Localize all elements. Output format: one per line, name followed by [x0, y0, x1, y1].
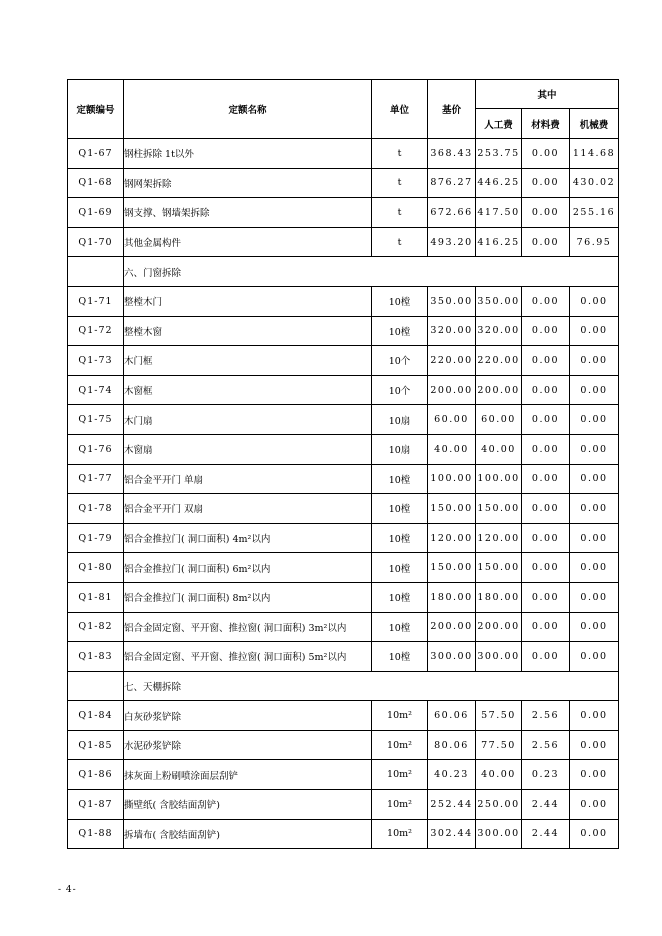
row-name: 铝合金推拉门( 洞口面积) 4m²以内 — [124, 523, 372, 553]
row-labor: 120.00 — [476, 523, 522, 553]
row-material: 0.00 — [522, 642, 570, 672]
table-body — [68, 139, 619, 849]
table-row — [68, 642, 619, 672]
row-code: Q1-75 — [68, 405, 124, 435]
row-code: Q1-71 — [68, 286, 124, 316]
row-base: 100.00 — [428, 464, 476, 494]
table-row — [68, 790, 619, 820]
row-code: Q1-76 — [68, 434, 124, 464]
row-labor: 180.00 — [476, 582, 522, 612]
row-material: 0.00 — [522, 523, 570, 553]
row-machine: 0.00 — [570, 730, 619, 760]
row-unit: 10樘 — [372, 553, 428, 583]
header-base: 基价 — [428, 80, 476, 139]
row-machine: 0.00 — [570, 494, 619, 524]
row-machine: 0.00 — [570, 612, 619, 642]
row-code: Q1-87 — [68, 790, 124, 820]
row-labor: 446.25 — [476, 168, 522, 198]
row-unit: 10扇 — [372, 434, 428, 464]
row-labor: 250.00 — [476, 790, 522, 820]
row-name: 抹灰面上粉刷喷涂面层刮铲 — [124, 760, 372, 790]
row-base: 40.00 — [428, 434, 476, 464]
row-unit: 10樘 — [372, 316, 428, 346]
row-code: Q1-79 — [68, 523, 124, 553]
quota-table — [67, 79, 619, 849]
row-material: 0.00 — [522, 494, 570, 524]
row-unit: 10个 — [372, 346, 428, 376]
row-code: Q1-74 — [68, 375, 124, 405]
row-machine: 0.00 — [570, 553, 619, 583]
row-name: 整樘木门 — [124, 286, 372, 316]
row-machine: 0.00 — [570, 405, 619, 435]
table-row — [68, 494, 619, 524]
row-name: 铝合金平开门 单扇 — [124, 464, 372, 494]
table-row — [68, 760, 619, 790]
row-machine: 0.00 — [570, 701, 619, 731]
row-name: 铝合金固定窗、平开窗、推拉窗( 洞口面积) 3m²以内 — [124, 612, 372, 642]
row-labor: 57.50 — [476, 701, 522, 731]
row-material: 2.44 — [522, 790, 570, 820]
row-unit: 10樘 — [372, 582, 428, 612]
table-row — [68, 701, 619, 731]
row-name: 铝合金固定窗、平开窗、推拉窗( 洞口面积) 5m²以内 — [124, 642, 372, 672]
row-unit: 10樘 — [372, 612, 428, 642]
table-row — [68, 346, 619, 376]
row-unit: 10樘 — [372, 523, 428, 553]
row-machine: 0.00 — [570, 434, 619, 464]
row-material: 0.00 — [522, 434, 570, 464]
row-unit: 10个 — [372, 375, 428, 405]
row-code: Q1-80 — [68, 553, 124, 583]
row-unit: 10m² — [372, 730, 428, 760]
row-base: 252.44 — [428, 790, 476, 820]
row-unit: 10m² — [372, 701, 428, 731]
row-code: Q1-72 — [68, 316, 124, 346]
row-material: 2.44 — [522, 819, 570, 849]
row-material: 0.00 — [522, 405, 570, 435]
row-labor: 253.75 — [476, 139, 522, 169]
row-labor: 320.00 — [476, 316, 522, 346]
section-row — [68, 671, 619, 701]
row-machine: 0.00 — [570, 760, 619, 790]
row-base: 302.44 — [428, 819, 476, 849]
table-row — [68, 316, 619, 346]
row-base: 493.20 — [428, 227, 476, 257]
header-labor: 人工费 — [476, 109, 522, 139]
row-labor: 150.00 — [476, 553, 522, 583]
table-row — [68, 139, 619, 169]
row-base: 200.00 — [428, 375, 476, 405]
section-code-empty — [68, 257, 124, 287]
row-base: 876.27 — [428, 168, 476, 198]
section-row — [68, 257, 619, 287]
row-machine: 0.00 — [570, 286, 619, 316]
table-row — [68, 523, 619, 553]
row-name: 钢网架拆除 — [124, 168, 372, 198]
table-header — [68, 80, 619, 139]
row-code: Q1-78 — [68, 494, 124, 524]
row-unit: 10樘 — [372, 642, 428, 672]
table-row — [68, 819, 619, 849]
row-labor: 416.25 — [476, 227, 522, 257]
row-code: Q1-70 — [68, 227, 124, 257]
row-unit: 10m² — [372, 790, 428, 820]
row-name: 其他金属构件 — [124, 227, 372, 257]
row-unit: 10m² — [372, 760, 428, 790]
row-material: 0.00 — [522, 375, 570, 405]
row-material: 0.00 — [522, 286, 570, 316]
table-row — [68, 553, 619, 583]
table-row — [68, 582, 619, 612]
table-row — [68, 434, 619, 464]
row-base: 672.66 — [428, 198, 476, 228]
row-base: 350.00 — [428, 286, 476, 316]
row-name: 拆墙布( 含胶结面刮铲) — [124, 819, 372, 849]
header-machine: 机械费 — [570, 109, 619, 139]
row-machine: 114.68 — [570, 139, 619, 169]
row-code: Q1-83 — [68, 642, 124, 672]
header-material: 材料费 — [522, 109, 570, 139]
row-unit: t — [372, 227, 428, 257]
row-base: 120.00 — [428, 523, 476, 553]
row-unit: 10m² — [372, 819, 428, 849]
section-title: 六、门窗拆除 — [124, 257, 619, 287]
row-material: 0.00 — [522, 198, 570, 228]
row-machine: 76.95 — [570, 227, 619, 257]
table-row — [68, 405, 619, 435]
row-labor: 200.00 — [476, 375, 522, 405]
row-name: 木门扇 — [124, 405, 372, 435]
row-material: 0.00 — [522, 582, 570, 612]
row-labor: 300.00 — [476, 642, 522, 672]
table-row — [68, 612, 619, 642]
row-code: Q1-67 — [68, 139, 124, 169]
row-unit: 10扇 — [372, 405, 428, 435]
header-code: 定额编号 — [68, 80, 124, 139]
row-name: 铝合金推拉门( 洞口面积) 8m²以内 — [124, 582, 372, 612]
row-unit: 10樘 — [372, 464, 428, 494]
row-machine: 255.16 — [570, 198, 619, 228]
row-name: 木门框 — [124, 346, 372, 376]
row-name: 铝合金推拉门( 洞口面积) 6m²以内 — [124, 553, 372, 583]
row-base: 300.00 — [428, 642, 476, 672]
table-row — [68, 198, 619, 228]
row-material: 0.23 — [522, 760, 570, 790]
row-labor: 200.00 — [476, 612, 522, 642]
row-labor: 417.50 — [476, 198, 522, 228]
row-labor: 60.00 — [476, 405, 522, 435]
row-unit: t — [372, 139, 428, 169]
row-machine: 430.02 — [570, 168, 619, 198]
row-unit: 10樘 — [372, 494, 428, 524]
row-labor: 77.50 — [476, 730, 522, 760]
row-unit: t — [372, 168, 428, 198]
row-material: 0.00 — [522, 168, 570, 198]
header-group: 其中 — [476, 80, 619, 109]
row-machine: 0.00 — [570, 582, 619, 612]
section-code-empty — [68, 671, 124, 701]
header-name: 定额名称 — [124, 80, 372, 139]
row-material: 0.00 — [522, 346, 570, 376]
row-base: 220.00 — [428, 346, 476, 376]
row-machine: 0.00 — [570, 464, 619, 494]
row-material: 0.00 — [522, 139, 570, 169]
row-code: Q1-68 — [68, 168, 124, 198]
row-labor: 350.00 — [476, 286, 522, 316]
row-labor: 220.00 — [476, 346, 522, 376]
row-code: Q1-73 — [68, 346, 124, 376]
header-unit: 单位 — [372, 80, 428, 139]
row-machine: 0.00 — [570, 316, 619, 346]
row-name: 水泥砂浆铲除 — [124, 730, 372, 760]
row-machine: 0.00 — [570, 346, 619, 376]
row-labor: 300.00 — [476, 819, 522, 849]
table-row — [68, 375, 619, 405]
row-base: 40.23 — [428, 760, 476, 790]
row-name: 白灰砂浆铲除 — [124, 701, 372, 731]
row-base: 200.00 — [428, 612, 476, 642]
row-name: 钢支撑、钢墙架拆除 — [124, 198, 372, 228]
row-code: Q1-69 — [68, 198, 124, 228]
table-row — [68, 168, 619, 198]
row-base: 180.00 — [428, 582, 476, 612]
row-machine: 0.00 — [570, 819, 619, 849]
row-code: Q1-84 — [68, 701, 124, 731]
row-base: 60.06 — [428, 701, 476, 731]
row-material: 2.56 — [522, 701, 570, 731]
row-material: 0.00 — [522, 316, 570, 346]
row-name: 木窗框 — [124, 375, 372, 405]
row-labor: 40.00 — [476, 760, 522, 790]
section-title: 七、天棚拆除 — [124, 671, 619, 701]
row-unit: t — [372, 198, 428, 228]
row-machine: 0.00 — [570, 375, 619, 405]
table-row — [68, 464, 619, 494]
row-base: 60.00 — [428, 405, 476, 435]
row-labor: 40.00 — [476, 434, 522, 464]
row-code: Q1-77 — [68, 464, 124, 494]
row-material: 0.00 — [522, 464, 570, 494]
row-code: Q1-81 — [68, 582, 124, 612]
row-material: 0.00 — [522, 553, 570, 583]
row-machine: 0.00 — [570, 790, 619, 820]
row-material: 0.00 — [522, 227, 570, 257]
row-code: Q1-86 — [68, 760, 124, 790]
row-labor: 100.00 — [476, 464, 522, 494]
page-number: - 4- — [58, 885, 77, 895]
row-material: 2.56 — [522, 730, 570, 760]
row-machine: 0.00 — [570, 642, 619, 672]
row-material: 0.00 — [522, 612, 570, 642]
row-base: 80.06 — [428, 730, 476, 760]
table-row — [68, 286, 619, 316]
row-machine: 0.00 — [570, 523, 619, 553]
row-name: 撕壁纸( 含胶结面刮铲) — [124, 790, 372, 820]
table-row — [68, 730, 619, 760]
row-name: 钢柱拆除 1t以外 — [124, 139, 372, 169]
row-base: 150.00 — [428, 494, 476, 524]
row-name: 整樘木窗 — [124, 316, 372, 346]
table-row — [68, 227, 619, 257]
row-name: 铝合金平开门 双扇 — [124, 494, 372, 524]
row-code: Q1-82 — [68, 612, 124, 642]
row-base: 368.43 — [428, 139, 476, 169]
row-unit: 10樘 — [372, 286, 428, 316]
row-code: Q1-88 — [68, 819, 124, 849]
row-code: Q1-85 — [68, 730, 124, 760]
row-base: 150.00 — [428, 553, 476, 583]
row-base: 320.00 — [428, 316, 476, 346]
row-name: 木窗扇 — [124, 434, 372, 464]
row-labor: 150.00 — [476, 494, 522, 524]
